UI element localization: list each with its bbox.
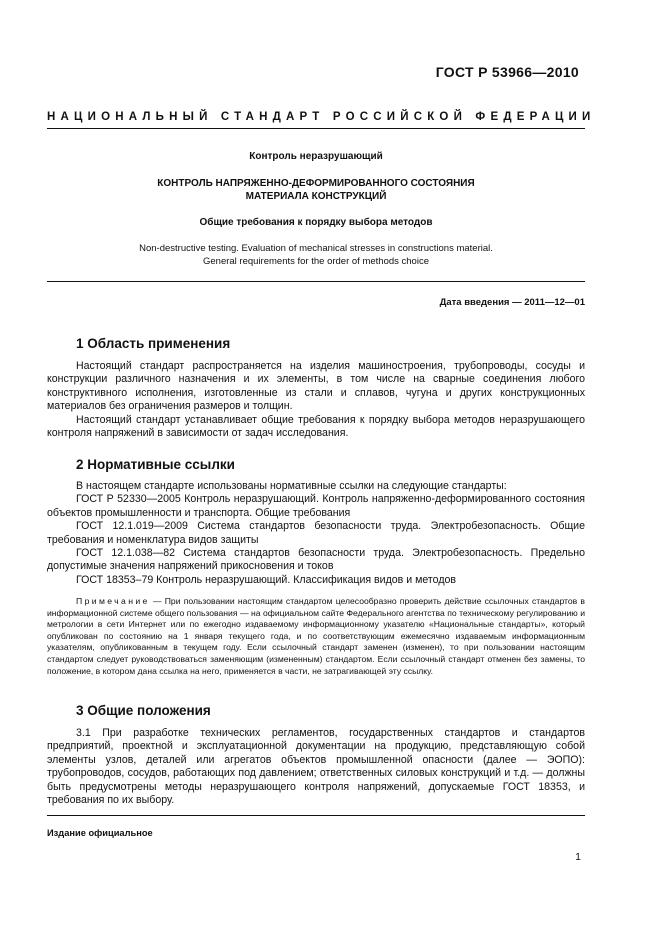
paragraph: Настоящий стандарт распространяется на изделия машиностроения, трубопроводы, сосуды и конструкции различного назначения и их элементы, в том числе на сварные соединения любого конструктивного исполнения, изготовленные из стали и сплавов, чугуна и других конструкционных материалов без ограничения размеров и толщин. [47,360,585,413]
title-category: Контроль неразрушающий [249,151,383,162]
introduction-date: Дата введения — 2011—12—01 [439,297,585,308]
note-text: — При пользовании настоящим стандартом целесообразно проверить действие ссылочных стандартов в информационной системе общего пользования — на официальном сайте Федерального агентства по техническому регулированию и метрологии в сети Интернет или по ежегодно издаваемому информационному указателю «Национальные стандарты», который опубликован по состоянию на 1 января текущего года, и по соответствующим ежемесячно издаваемым информационным указателям, опубликованным в текущем году. Если ссылочный стандарт заменен (изменен), то при пользовании настоящим стандартом следует руководствоваться заменяющим (измененным) стандартом. Если ссылочный стандарт отменен без замены, то положение, в котором дана ссылка на него, применяется в части, не затрагивающей эту ссылку. [47,596,585,676]
title-english-line1: Non-destructive testing. Evaluation of mechanical stresses in constructions material. [139,243,493,254]
title-english-line2: General requirements for the order of methods choice [202,256,429,267]
note-block [47,596,585,677]
section-1-body [47,360,585,440]
edition-label: Издание официальное [47,828,153,838]
section-2-heading: 2 Нормативные ссылки [76,457,235,472]
page-number: 1 [575,851,581,863]
divider-footer [47,815,585,816]
reference-item: ГОСТ 12.1.038—82 Система стандартов безопасности труда. Электробезопасность. Предельно допустимые значения напряжений прикосновения и токов [47,547,585,573]
divider-title [47,281,585,282]
section-3-body [47,727,585,807]
title-main-line2: МАТЕРИАЛА КОНСТРУКЦИЙ [245,191,387,202]
paragraph: Настоящий стандарт устанавливает общие требования к порядку выбора методов неразрушающего контроля напряжений в зависимости от задач исследования. [47,413,585,440]
title-subtitle: Общие требования к порядку выбора методов [199,217,433,228]
reference-item: ГОСТ Р 52330—2005 Контроль неразрушающий. Контроль напряженно-деформированного состояния объектов промышленности и транспорта. Общие требования [47,493,585,519]
section-3-heading: 3 Общие положения [76,703,211,718]
national-standard-banner: НАЦИОНАЛЬНЫЙ СТАНДАРТ РОССИЙСКОЙ ФЕДЕРАЦИИ [47,111,596,123]
reference-item: ГОСТ 18353–79 Контроль неразрушающий. Классификация видов и методов [76,573,457,586]
section-1-heading: 1 Область применения [76,336,231,351]
document-code: ГОСТ Р 53966—2010 [435,64,579,80]
section-2-body [47,480,585,587]
reference-item: ГОСТ 12.1.019—2009 Система стандартов безопасности труда. Электробезопасность. Общие требования и номенклатура видов защиты [47,520,585,546]
note-label: Примечание [76,596,150,606]
divider-top [47,128,585,129]
paragraph: В настоящем стандарте использованы нормативные ссылки на следующие стандарты: [76,480,507,492]
title-main-line1: КОНТРОЛЬ НАПРЯЖЕННО-ДЕФОРМИРОВАННОГО СОСТОЯНИЯ [157,178,475,189]
paragraph: 3.1 При разработке технических регламентов, государственных стандартов и стандартов предприятий, проектной и эксплуатационной документации на продукцию, представляющую собой элементы узлов, деталей или агрегатов объектов промышленной опасности (далее — ЭОПО): трубопроводов, сосудов, работающих под давлением; ответственных силовых конструкций и т.д. — должны быть предусмотрены методы неразрушающего контроля напряжений, допускаемые ГОСТ 18353, и требования по их выбору. [47,727,585,807]
